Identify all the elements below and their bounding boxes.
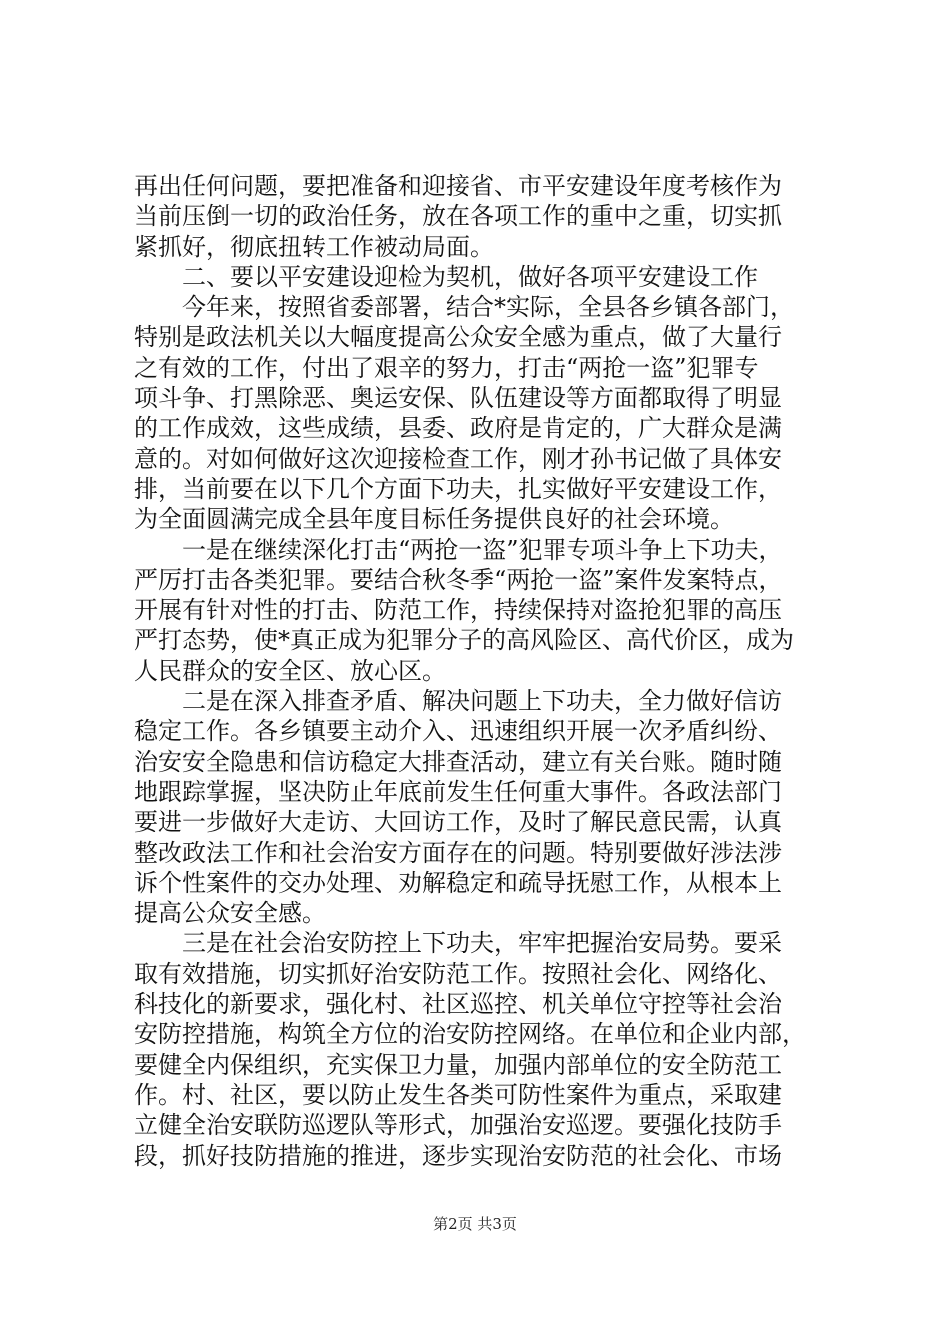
text-line: 人民群众的安全区、放心区。 (134, 656, 446, 685)
text-line: 意的。对如何做好这次迎接检查工作，刚才孙书记做了具体安 (134, 444, 782, 473)
text-line: 二是在深入排查矛盾、解决问题上下功夫，全力做好信访 (134, 687, 782, 716)
text-line: 今年来，按照省委部署，结合*实际，全县各乡镇各部门， (134, 293, 794, 322)
text-line: 地跟踪掌握，坚决防止年底前发生任何重大事件。各政法部门 (134, 777, 782, 806)
text-line: 项斗争、打黑除恶、奥运安保、队伍建设等方面都取得了明显 (134, 384, 782, 413)
text-line: 科技化的新要求，强化村、社区巡控、机关单位守控等社会治 (134, 990, 782, 1019)
text-line: 整改政法工作和社会治安方面存在的问题。特别要做好涉法涉 (134, 838, 782, 867)
section-heading: 二、要以平安建设迎检为契机，做好各项平安建设工作 (134, 262, 758, 291)
text-line: 稳定工作。各乡镇要主动介入、迅速组织开展一次矛盾纠纷、 (134, 717, 782, 746)
text-line: 作。村、社区，要以防止发生各类可防性案件为重点，采取建 (134, 1080, 782, 1109)
text-line: 紧抓好，彻底扭转工作被动局面。 (134, 232, 494, 261)
text-line: 为全面圆满完成全县年度目标任务提供良好的社会环境。 (134, 505, 734, 534)
text-line: 特别是政法机关以大幅度提高公众安全感为重点，做了大量行 (134, 323, 782, 352)
text-line: 治安安全隐患和信访稳定大排查活动，建立有关台账。随时随 (134, 747, 782, 776)
text-line: 排，当前要在以下几个方面下功夫，扎实做好平安建设工作， (134, 474, 782, 503)
text-line: 三是在社会治安防控上下功夫，牢牢把握治安局势。要采 (134, 929, 782, 958)
text-line: 取有效措施，切实抓好治安防范工作。按照社会化、网络化、 (134, 959, 782, 988)
text-line: 的工作成效，这些成绩，县委、政府是肯定的，广大群众是满 (134, 414, 782, 443)
text-line: 之有效的工作，付出了艰辛的努力，打击“两抢一盗”犯罪专 (134, 353, 759, 382)
text-line: 提高公众安全感。 (134, 899, 326, 928)
text-line: 安防控措施，构筑全方位的治安防控网络。在单位和企业内部， (134, 1020, 806, 1049)
text-line: 立健全治安联防巡逻队等形式，加强治安巡逻。要强化技防手 (134, 1111, 782, 1140)
text-line: 段，抓好技防措施的推进，逐步实现治安防范的社会化、市场 (134, 1141, 782, 1170)
page-footer (0, 1214, 950, 1234)
text-line: 当前压倒一切的政治任务，放在各项工作的重中之重，切实抓 (134, 202, 782, 231)
text-line: 再出任何问题，要把准备和迎接省、市平安建设年度考核作为 (134, 172, 782, 200)
text-line: 严打态势，使*真正成为犯罪分子的高风险区、高代价区，成为 (134, 626, 794, 655)
text-line: 要健全内保组织，充实保卫力量，加强内部单位的安全防范工 (134, 1050, 782, 1079)
text-line: 开展有针对性的打击、防范工作，持续保持对盗抢犯罪的高压 (134, 596, 782, 625)
text-line: 一是在继续深化打击“两抢一盗”犯罪专项斗争上下功夫， (134, 535, 783, 564)
text-line: 严厉打击各类犯罪。要结合秋冬季“两抢一盗”案件发案特点， (134, 565, 783, 594)
text-line: 要进一步做好大走访、大回访工作，及时了解民意民需，认真 (134, 808, 782, 837)
text-line: 诉个性案件的交办处理、劝解稳定和疏导抚慰工作，从根本上 (134, 868, 782, 897)
document-body (134, 171, 834, 1171)
page-number-label: 第2页 共3页 (433, 1215, 517, 1233)
